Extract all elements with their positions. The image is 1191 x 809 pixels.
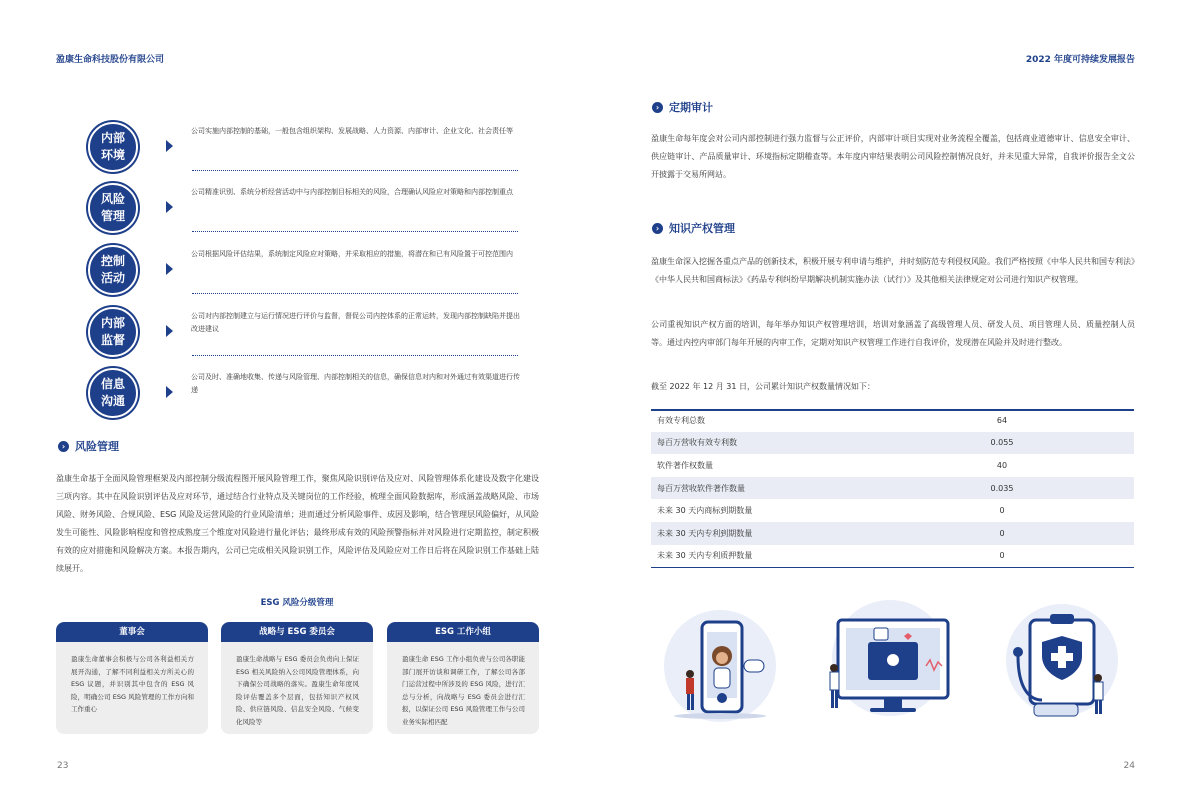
row-value: 40	[996, 460, 1008, 470]
table-row	[651, 522, 1134, 545]
esg-risk-title: ESG 风险分级管理	[260, 598, 334, 608]
triangle-arrow-icon	[166, 386, 173, 398]
triangle-arrow-icon	[166, 325, 173, 337]
row-label: 有效专利总数	[657, 415, 705, 425]
control-description: 公司对内部控制建立与运行情况进行评价与监督，督促公司内控体系的正常运转，发现内部控制缺陷并提出改进建议	[191, 312, 520, 333]
section-title-text: 知识产权管理	[669, 222, 735, 235]
table-row	[651, 409, 1134, 432]
ip-count-table	[651, 409, 1134, 567]
circle-line2: 管理	[100, 209, 125, 223]
card-heading: ESG 工作小组	[387, 622, 539, 642]
section-title-text: 风险管理	[75, 440, 119, 453]
control-item-internal-environment	[88, 122, 528, 182]
table-row	[651, 454, 1134, 477]
dotted-divider	[192, 293, 518, 294]
row-value: 64	[996, 415, 1008, 425]
circle-line1: 风险	[100, 192, 125, 206]
esg-card-working-group	[387, 622, 539, 734]
triangle-arrow-icon	[166, 201, 173, 213]
circle-line1: 控制	[100, 254, 125, 268]
ip-paragraph-1: 盈康生命深入挖掘各重点产品的创新技术，积极开展专利申请与维护，并时刻防范专利侵权风险。我们严格按照《中华人民共和国专利法》《中华人民共和国商标法》《药品专利纠纷早期解决机制实施办法（试行）》及其他相关法律规定对公司进行知识产权管理。	[651, 257, 1135, 284]
company-name: 盈康生命科技股份有限公司	[56, 55, 165, 65]
control-description: 公司实施内部控制的基础，一般包含组织架构、发展战略、人力资源、内部审计、企业文化、社会责任等	[191, 127, 513, 135]
card-body: 盈康生命 ESG 工作小组负责与公司各职能部门展开访谈和调研工作，了解公司各部门运营过程中所涉及的 ESG 风险，进行汇总与分析，向战略与 ESG 委员会进行汇报，以保证公司 ESG 风险管理工作与公司业务实际相匹配	[402, 655, 525, 726]
ip-paragraph-2: 公司重视知识产权方面的培训，每年举办知识产权管理培训，培训对象涵盖了高级管理人员、研发人员、项目管理人员、质量控制人员等。通过内控内审部门每年开展的内审工作，定期对知识产权管理工作进行自我评价，发现潜在风险并及时进行整改。	[651, 320, 1135, 347]
page-number-right: 24	[1123, 761, 1135, 771]
table-row	[651, 432, 1134, 455]
control-description: 公司根据风险评估结果，系统制定风险应对策略，并采取相应的措施，将潜在和已有风险置于可控范围内	[191, 250, 513, 258]
circle-line2: 活动	[100, 271, 125, 285]
row-value: 0	[944, 522, 1134, 545]
doctor-video-call-illustration	[650, 596, 788, 726]
circle-line2: 监督	[100, 333, 125, 347]
control-circle	[88, 122, 138, 172]
left-page	[0, 0, 595, 809]
control-circle	[88, 183, 138, 233]
row-value: 0.055	[944, 432, 1134, 455]
row-value: 0.035	[944, 477, 1134, 500]
control-circle	[88, 368, 138, 418]
control-description: 公司精准识别、系统分析经营活动中与内部控制目标相关的风险，合理确认风险应对策略和内部控制重点	[191, 188, 513, 196]
esg-card-committee	[221, 622, 373, 734]
report-title: 2022 年度可持续发展报告	[1025, 55, 1135, 65]
row-value: 0	[999, 551, 1005, 561]
audit-paragraph: 盈康生命每年度会对公司内部控制进行强力监督与公正评价，内部审计项目实现对业务流程全覆盖，包括商业道德审计、信息安全审计、供应链审计、产品质量审计、环境指标定期稽查等。本年度内审结果表明公司风险控制情况良好，并未见重大异常，自我评价报告全文公开披露于交易所网站。	[651, 134, 1135, 179]
risk-paragraph: 盈康生命基于全面风险管理框架及内部控制分级流程图开展风险管理工作，聚焦风险识别评估及应对、风险管理体系化建设及数字化建设三项内容。其中在风险识别评估及应对环节，通过结合行业特点及关键岗位的工作经验，梳理全面风险数据库，形成涵盖战略风险、市场风险、财务风险、合规风险、ESG 风险及运营风险的行业风险清单；进而通过分析风险事件、成因及影响，结合管理层风险偏好，从风险发生可能性、风险影响程度和管控成熟度三个维度对风险进行量化评估；最终形成有效的风险预警指标并对风险进行定期监控，制定积极有效的应对措施和风险解决方案。本报告期内，公司已完成相关风险识别工作，风险评估及风险应对工作日后将在风险识别工作基础上陆续展开。	[56, 474, 539, 573]
table-bottom-rule	[651, 567, 1134, 568]
control-item-risk-management	[88, 183, 528, 243]
row-label: 未来 30 天内商标到期数量	[657, 506, 753, 516]
row-label: 每百万营收有效专利数	[651, 432, 944, 455]
dotted-divider	[192, 355, 518, 356]
card-heading: 董事会	[56, 622, 208, 642]
table-top-rule	[651, 409, 1134, 411]
circle-line2: 沟通	[100, 394, 125, 408]
control-circle	[88, 245, 138, 295]
risk-section-title	[58, 438, 119, 454]
chevron-right-icon: ›	[58, 441, 69, 452]
control-item-information-communication	[88, 368, 528, 428]
clipboard-shield-illustration	[988, 596, 1134, 726]
table-row	[651, 545, 1134, 568]
section-title-text: 定期审计	[669, 101, 713, 114]
ip-section-title	[652, 220, 735, 236]
circle-line2: 环境	[100, 148, 125, 162]
control-description: 公司及时、准确地收集、传递与风险管理、内部控制相关的信息，确保信息对内和对外通过有效渠道进行传递	[191, 373, 520, 394]
card-heading: 战略与 ESG 委员会	[221, 622, 373, 642]
row-label: 未来 30 天内专利质押数量	[657, 551, 753, 561]
chevron-right-icon: ›	[652, 102, 663, 113]
row-label: 每百万营收软件著作数量	[651, 477, 944, 500]
computer-health-record-illustration	[808, 596, 968, 726]
ip-paragraph-3: 截至 2022 年 12 月 31 日，公司累计知识产权数量情况如下：	[651, 382, 875, 391]
row-label: 软件著作权数量	[657, 460, 713, 470]
dotted-divider	[192, 231, 518, 232]
audit-section-title	[652, 99, 713, 115]
circle-line1: 内部	[100, 316, 125, 330]
chevron-right-icon: ›	[652, 223, 663, 234]
row-value: 0	[999, 506, 1005, 516]
row-label: 未来 30 天内专利到期数量	[651, 522, 944, 545]
table-row	[651, 499, 1134, 522]
page-number-left: 23	[57, 761, 69, 771]
circle-line1: 信息	[100, 377, 125, 391]
table-row	[651, 477, 1134, 500]
card-body: 盈康生命战略与 ESG 委员会负责向上保证 ESG 相关风险纳入公司风险管理体系，向下确保公司战略的落实。盈康生命年度风险评估覆盖多个层面，包括知识产权风险、供应链风险、信息安全风险、气候变化风险等	[236, 655, 359, 726]
control-item-internal-supervision	[88, 307, 528, 367]
control-item-control-activities	[88, 245, 528, 305]
triangle-arrow-icon	[166, 140, 173, 152]
triangle-arrow-icon	[166, 263, 173, 275]
dotted-divider	[192, 170, 518, 171]
card-body: 盈康生命董事会积极与公司各利益相关方展开沟通，了解不同利益相关方所关心的 ESG 议题，并识别其中包含的 ESG 风险，明确公司 ESG 风险管理的工作方向和工作重心	[71, 655, 194, 713]
circle-line1: 内部	[100, 131, 125, 145]
control-circle	[88, 307, 138, 357]
esg-card-board	[56, 622, 208, 734]
